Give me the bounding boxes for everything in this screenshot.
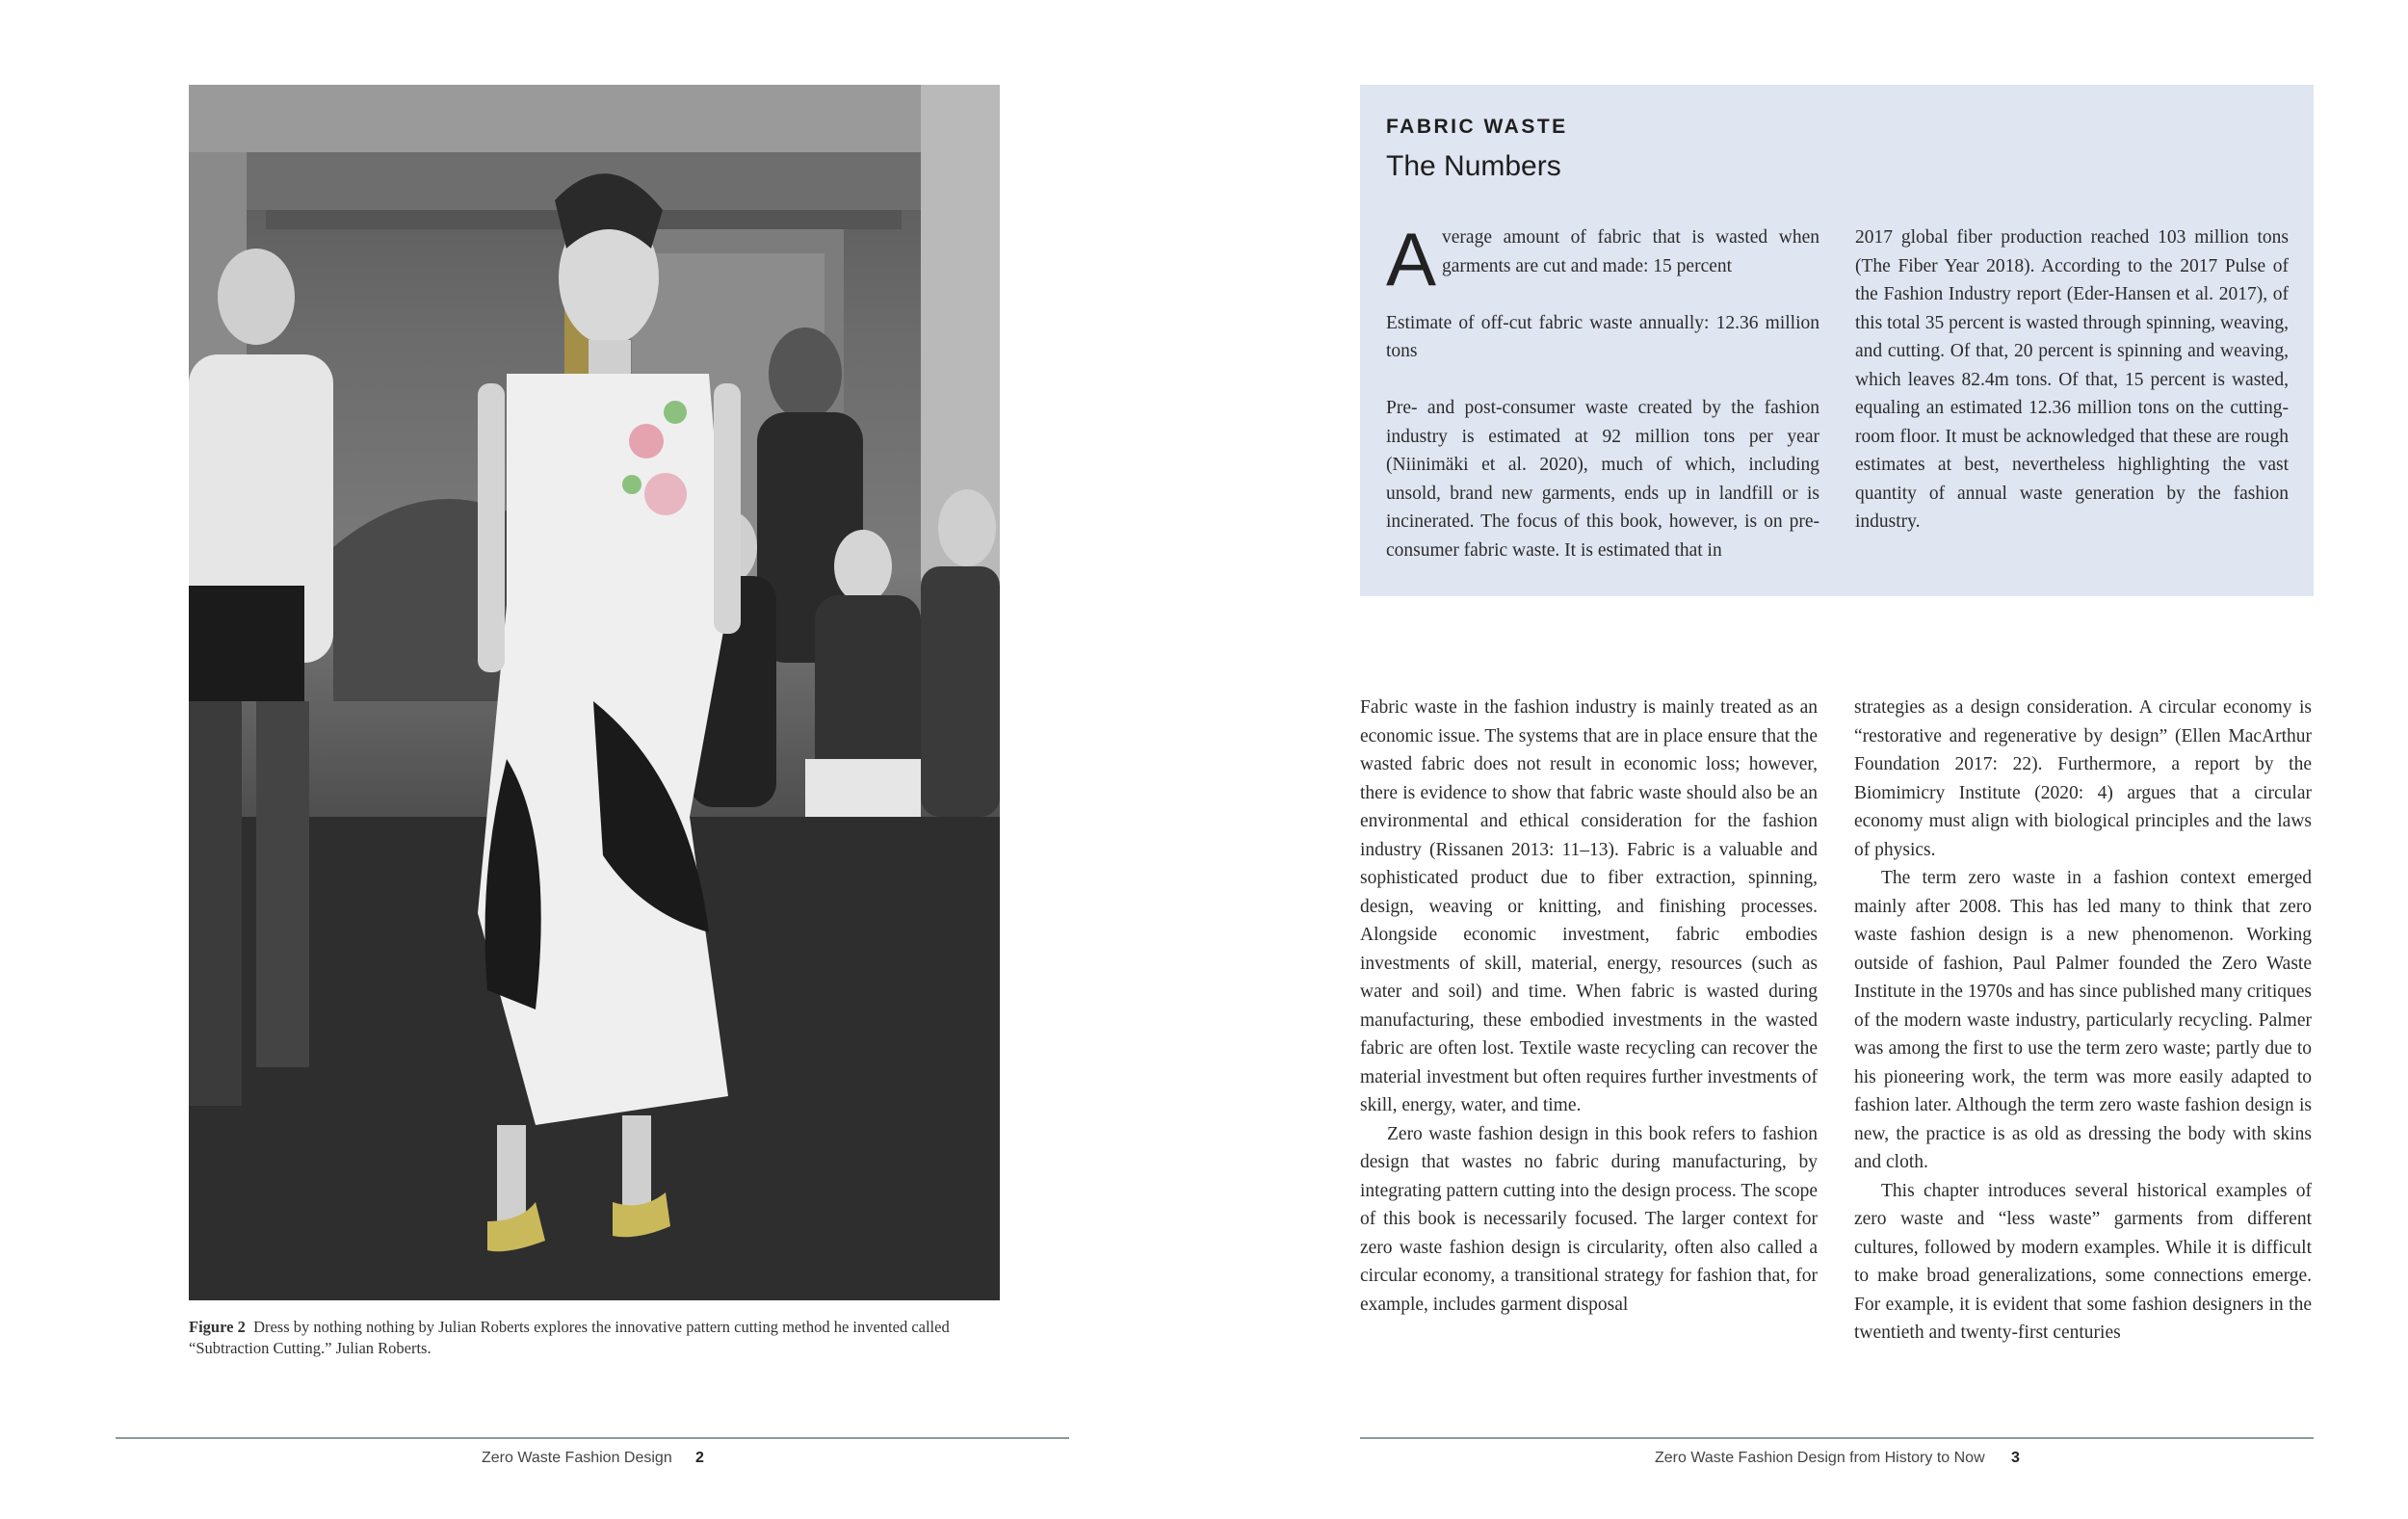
runway-photo (189, 85, 1000, 1300)
body-right-column (1854, 694, 2312, 1348)
sidebar-kicker: FABRIC WASTE (1386, 116, 1568, 138)
body-paragraph: Zero waste fashion design in this book refers to fashion design that wastes no fabric during manufacturing, by integrating pattern cutting into the design process. The scope of this book is necessarily focused. The larger context for zero waste fashion design is circularity, often also called a circular economy, a transitional strategy for fashion that, for example, includes garment disposal (1360, 1123, 1818, 1315)
running-head: Zero Waste Fashion Design from History to Now (1655, 1450, 1985, 1466)
drop-cap: A (1386, 217, 1437, 301)
page-number: 2 (695, 1450, 704, 1466)
sidebar-paragraph: Pre- and post-consumer waste created by the fashion industry is estimated at 92 million tons per year (Niinimäki et al. 2020), much of which, including unsold, brand new garments, ends up in landfill or is incinerated. The focus of this book, however, is on pre-consumer fabric waste. It is estimated that in (1386, 398, 1819, 561)
figure-caption-label: Figure 2 (189, 1318, 246, 1336)
figure-caption-text: Dress by nothing nothing by Julian Roberts explores the innovative pattern cutting method he invented called “Subtraction Cutting.” Julian Roberts. (189, 1318, 950, 1357)
sidebar-paragraph: Estimate of off-cut fabric waste annually: 12.36 million tons (1386, 312, 1819, 361)
body-left-column (1360, 694, 1818, 1319)
body-paragraph: The term zero waste in a fashion context emerged mainly after 2008. This has led many to think that zero waste fashion design is a new phenomenon. Working outside of fashion, Paul Palmer founded the Zero Waste Institute in the 1970s and has since published many critiques of the modern waste industry, particularly recycling. Palmer was among the first to use the term zero waste; partly due to his pioneering work, the term was more easily adapted to fashion later. Although the term zero waste fashion design is new, the practice is as old as dressing the body with skins and cloth. (1854, 868, 2312, 1172)
figure-caption (189, 1317, 1000, 1359)
sidebar-title: The Numbers (1386, 150, 1561, 182)
sidebar-right-column (1855, 223, 2289, 564)
body-paragraph: This chapter introduces several historical examples of zero waste and “less waste” garments from different cultures, followed by modern examples. While it is difficult to make broad generalizations, some connections emerge. For example, it is evident that some fashion designers in the twentieth and twenty-first centuries (1854, 1180, 2312, 1343)
page-number: 3 (2011, 1450, 2020, 1466)
running-head: Zero Waste Fashion Design (482, 1450, 672, 1466)
sidebar-paragraph: Average amount of fabric that is wasted when garments are cut and made: 15 percent (1386, 217, 1819, 301)
sidebar-left-column (1386, 217, 1819, 593)
right-page (1204, 0, 2408, 1519)
footer-rule (116, 1437, 1069, 1439)
sidebar-paragraph: 2017 global fiber production reached 103 million tons (The Fiber Year 2018). According to the 2017 Pulse of the Fashion Industry report (Eder-Hansen et al. 2017), of this total 35 percent is wasted through spinning, weaving, and cutting. Of that, 20 percent is spinning and weaving, which leaves 82.4m tons. Of that, 15 percent is wasted, equaling an estimated 12.36 million tons on the cutting-room floor. It must be acknowledged that these are rough estimates at best, nevertheless highlighting the vast quantity of annual waste generation by the fashion industry. (1855, 227, 2289, 532)
footer-rule (1360, 1437, 2314, 1439)
body-paragraph: Fabric waste in the fashion industry is mainly treated as an economic issue. The systems that are in place ensure that the wasted fabric does not result in economic loss; however, there is evidence to show that fabric waste should also be an environmental and ethical consideration for the fashion industry (Rissanen 2013: 11–13). Fabric is a valuable and sophisticated product due to fiber extraction, spinning, design, weaving or knitting, and finishing processes. Alongside economic investment, fabric embodies investments of skill, material, energy, resources (such as water and soil) and time. When fabric is wasted during manufacturing, these embodied investments in the wasted fabric are often lost. Textile waste recycling can recover the material investment but often requires further investments of skill, energy, water, and time. (1360, 697, 1818, 1115)
body-paragraph: strategies as a design consideration. A circular economy is “restorative and regenerative by design” (Ellen MacArthur Foundation 2017: 22). Furthermore, a report by the Biomimicry Institute (2020: 4) argues that a circular economy must align with biological principles and the laws of physics. (1854, 697, 2312, 860)
fabric-waste-sidebar (1360, 85, 2314, 596)
photo-illustration (189, 85, 1000, 1300)
